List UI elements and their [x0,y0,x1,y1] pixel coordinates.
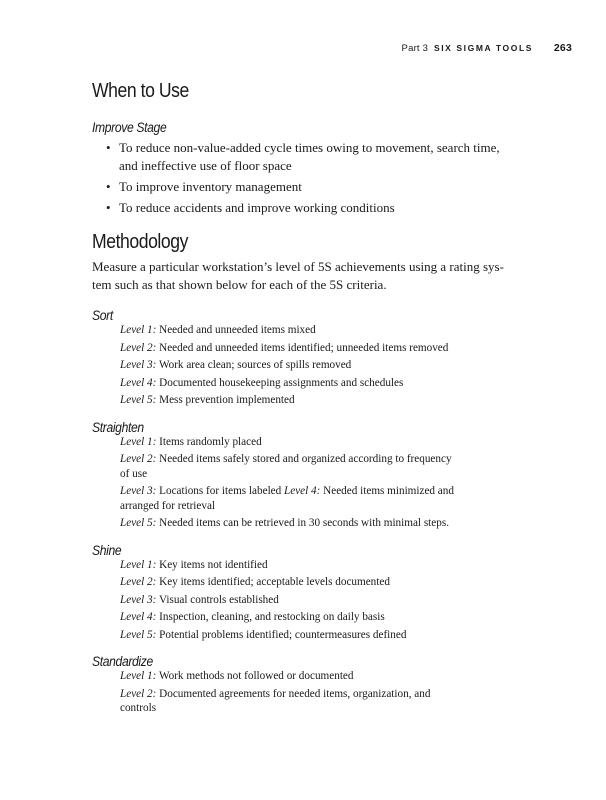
sort-subheading: Sort [92,308,113,323]
level-item: Level 2: Documented agreements for needed items, organization, and controls [120,687,431,714]
level-item: Level 5: Potential problems identified; countermeasures defined [120,628,407,641]
sort-levels [120,323,522,408]
level-item: Level 4: Inspection, cleaning, and restocking on daily basis [120,611,385,623]
level-item: Level 3: Work area clean; sources of spills removed [120,359,352,371]
level-item: Level 5: Needed items can be retrieved in 30 seconds with minimal steps. [120,517,450,529]
level-item: Level 3: Visual controls established [120,593,279,606]
part-label: Part 3 [401,43,429,54]
shine-subheading: Shine [92,542,122,558]
standardize-subheading: Standardize [92,654,153,669]
list-item: • To improve inventory management [106,179,302,194]
when-to-use-list [92,139,522,217]
list-item: • To reduce accidents and improve working conditions [106,200,395,215]
level-item: Level 3: Locations for items labeled Level 4: Needed items minimized and arranged for retrieval [120,485,454,512]
page-content [92,80,522,719]
level-item: Level 2: Key items identified; acceptable levels documented [120,576,390,588]
page-number: 263 [553,42,572,54]
shine-levels [120,558,522,643]
level-item: Level 2: Needed and unneeded items identified; unneeded items removed [120,341,449,354]
book-title: SIX SIGMA TOOLS [433,43,534,53]
level-item: Level 1: Key items not identified [120,558,268,571]
level-item: Level 2: Needed items safely stored and organized according to frequency of use [120,453,452,480]
when-to-use-heading: When to Use [92,80,189,102]
running-head [402,42,572,54]
methodology-heading: Methodology [92,231,188,253]
level-item: Level 1: Needed and unneeded items mixed [120,324,316,336]
level-item: Level 1: Work methods not followed or documented [120,670,354,682]
level-item: Level 1: Items randomly placed [120,435,262,448]
standardize-levels [120,669,522,716]
methodology-intro: Measure a particular workstation’s level of 5S achievements using a rating sys- tem such as that shown below for each of the 5S criteria. [92,259,504,292]
improve-stage-subheading: Improve Stage [92,120,167,135]
list-item: • To reduce non-value-added cycle times owing to movement, search time, and ineffective use of floor space [106,140,500,173]
level-item: Level 5: Mess prevention implemented [120,394,295,406]
level-item: Level 4: Documented housekeeping assignments and schedules [120,376,404,389]
straighten-levels [120,435,522,531]
straighten-subheading: Straighten [92,419,144,435]
